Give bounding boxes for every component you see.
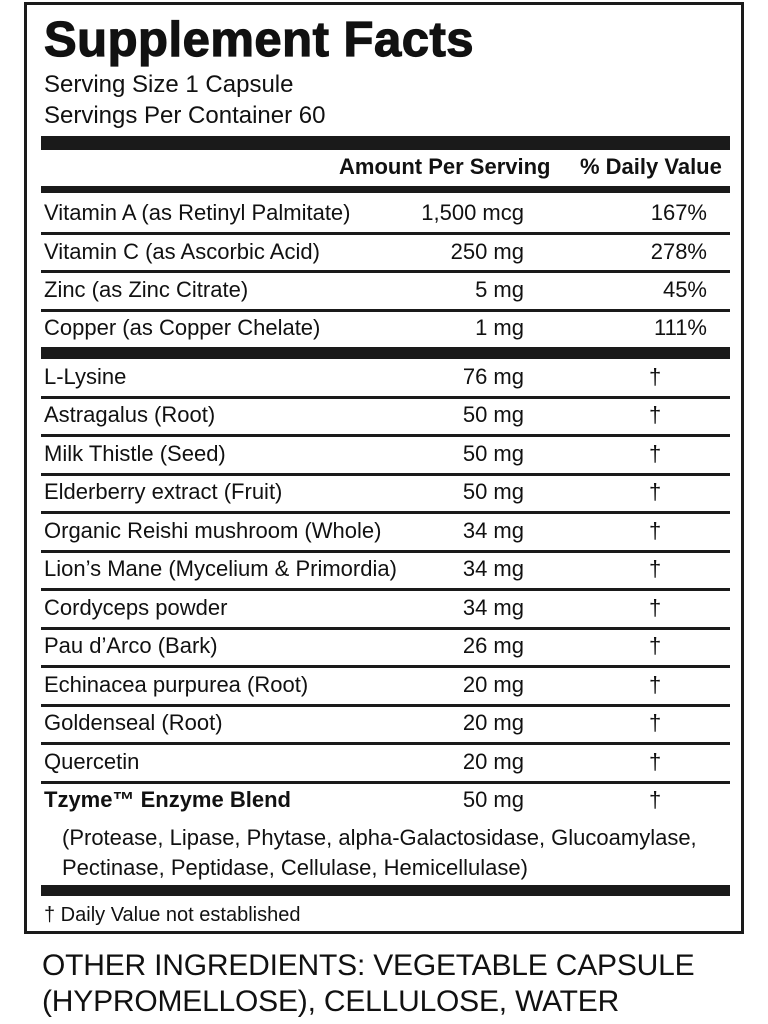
blend-components-line: (Protease, Lipase, Phytase, alpha-Galactosidase, Glucoamylase,	[62, 825, 697, 850]
table-row	[41, 551, 730, 587]
ingredient-name: Vitamin A (as Retinyl Palmitate)	[44, 200, 351, 225]
other-ingredients-line: (HYPROMELLOSE), CELLULOSE, WATER	[42, 985, 620, 1018]
thick-divider-bottom	[41, 885, 730, 896]
ingredient-amount: 50 mg	[462, 402, 524, 427]
ingredient-name: Quercetin	[44, 749, 140, 774]
table-row	[41, 359, 730, 395]
supplement-facts-panel	[24, 2, 744, 934]
dagger-symbol: †	[649, 556, 662, 581]
ingredient-name: Copper (as Copper Chelate)	[44, 315, 321, 340]
table-row	[41, 628, 730, 664]
table-row	[41, 782, 730, 818]
other-ingredients-line: OTHER INGREDIENTS: VEGETABLE CAPSULE	[42, 949, 695, 982]
table-row	[41, 436, 730, 472]
ingredient-name: Lion’s Mane (Mycelium & Primordia)	[44, 556, 397, 581]
dagger-symbol: †	[649, 710, 662, 735]
ingredient-amount: 20 mg	[462, 672, 524, 697]
table-row	[41, 195, 730, 231]
dagger-symbol: †	[649, 595, 662, 620]
ingredient-amount: 76 mg	[462, 364, 524, 389]
table-row	[41, 590, 730, 626]
panel-title: Supplement Facts	[44, 13, 475, 67]
dagger-symbol: †	[649, 441, 662, 466]
ingredient-name: Organic Reishi mushroom (Whole)	[44, 518, 382, 543]
other-ingredients	[42, 948, 694, 1020]
blend-components-line: Pectinase, Peptidase, Cellulase, Hemicellulase)	[62, 855, 528, 880]
blend-name: Tzyme™ Enzyme Blend	[44, 787, 291, 812]
ingredient-amount: 5 mg	[475, 277, 524, 302]
ingredient-amount: 20 mg	[462, 710, 524, 735]
ingredient-amount: 50 mg	[462, 479, 524, 504]
dagger-symbol: †	[649, 787, 662, 812]
ingredient-amount: 1 mg	[475, 315, 524, 340]
amount-per-serving-header: Amount Per Serving	[339, 154, 551, 179]
dagger-symbol: †	[649, 633, 662, 658]
daily-value: 45%	[662, 277, 707, 302]
table-row	[41, 310, 730, 346]
table-row	[41, 705, 730, 741]
ingredient-name: Goldenseal (Root)	[44, 710, 223, 735]
ingredient-amount: 26 mg	[462, 633, 524, 658]
table-row	[41, 744, 730, 780]
table-row	[41, 667, 730, 703]
ingredient-amount: 34 mg	[462, 518, 524, 543]
ingredient-amount: 34 mg	[462, 595, 524, 620]
thick-divider-middle	[41, 347, 730, 359]
ingredient-amount: 1,500 mcg	[421, 200, 524, 225]
table-row	[41, 474, 730, 510]
ingredient-amount: 250 mg	[450, 239, 524, 264]
ingredient-amount: 50 mg	[462, 441, 524, 466]
table-row	[41, 513, 730, 549]
ingredient-name: Zinc (as Zinc Citrate)	[44, 277, 249, 302]
medium-divider	[41, 186, 730, 193]
daily-value: 278%	[650, 239, 707, 264]
servings-per-container: Servings Per Container 60	[44, 102, 326, 129]
daily-value-header: % Daily Value	[580, 154, 722, 179]
ingredient-name: Echinacea purpurea (Root)	[44, 672, 309, 697]
ingredient-amount: 34 mg	[462, 556, 524, 581]
ingredient-name: L-Lysine	[44, 364, 127, 389]
ingredient-name: Elderberry extract (Fruit)	[44, 479, 283, 504]
blend-components	[62, 823, 697, 883]
dagger-symbol: †	[649, 402, 662, 427]
ingredient-name: Cordyceps powder	[44, 595, 228, 620]
ingredient-name: Pau d’Arco (Bark)	[44, 633, 218, 658]
dagger-symbol: †	[649, 749, 662, 774]
dagger-symbol: †	[649, 672, 662, 697]
ingredient-amount: 20 mg	[462, 749, 524, 774]
table-row	[41, 397, 730, 433]
table-row	[41, 234, 730, 270]
dagger-symbol: †	[649, 518, 662, 543]
dagger-symbol: †	[649, 479, 662, 504]
ingredient-name: Vitamin C (as Ascorbic Acid)	[44, 239, 320, 264]
dagger-symbol: †	[649, 364, 662, 389]
ingredient-name: Astragalus (Root)	[44, 402, 216, 427]
ingredient-amount: 50 mg	[462, 787, 524, 812]
thick-divider-top	[41, 136, 730, 150]
serving-size: Serving Size 1 Capsule	[44, 71, 294, 98]
table-row	[41, 272, 730, 308]
daily-value-footnote: † Daily Value not established	[44, 904, 301, 926]
daily-value: 111%	[653, 315, 707, 340]
daily-value: 167%	[650, 200, 707, 225]
ingredient-name: Milk Thistle (Seed)	[44, 441, 226, 466]
